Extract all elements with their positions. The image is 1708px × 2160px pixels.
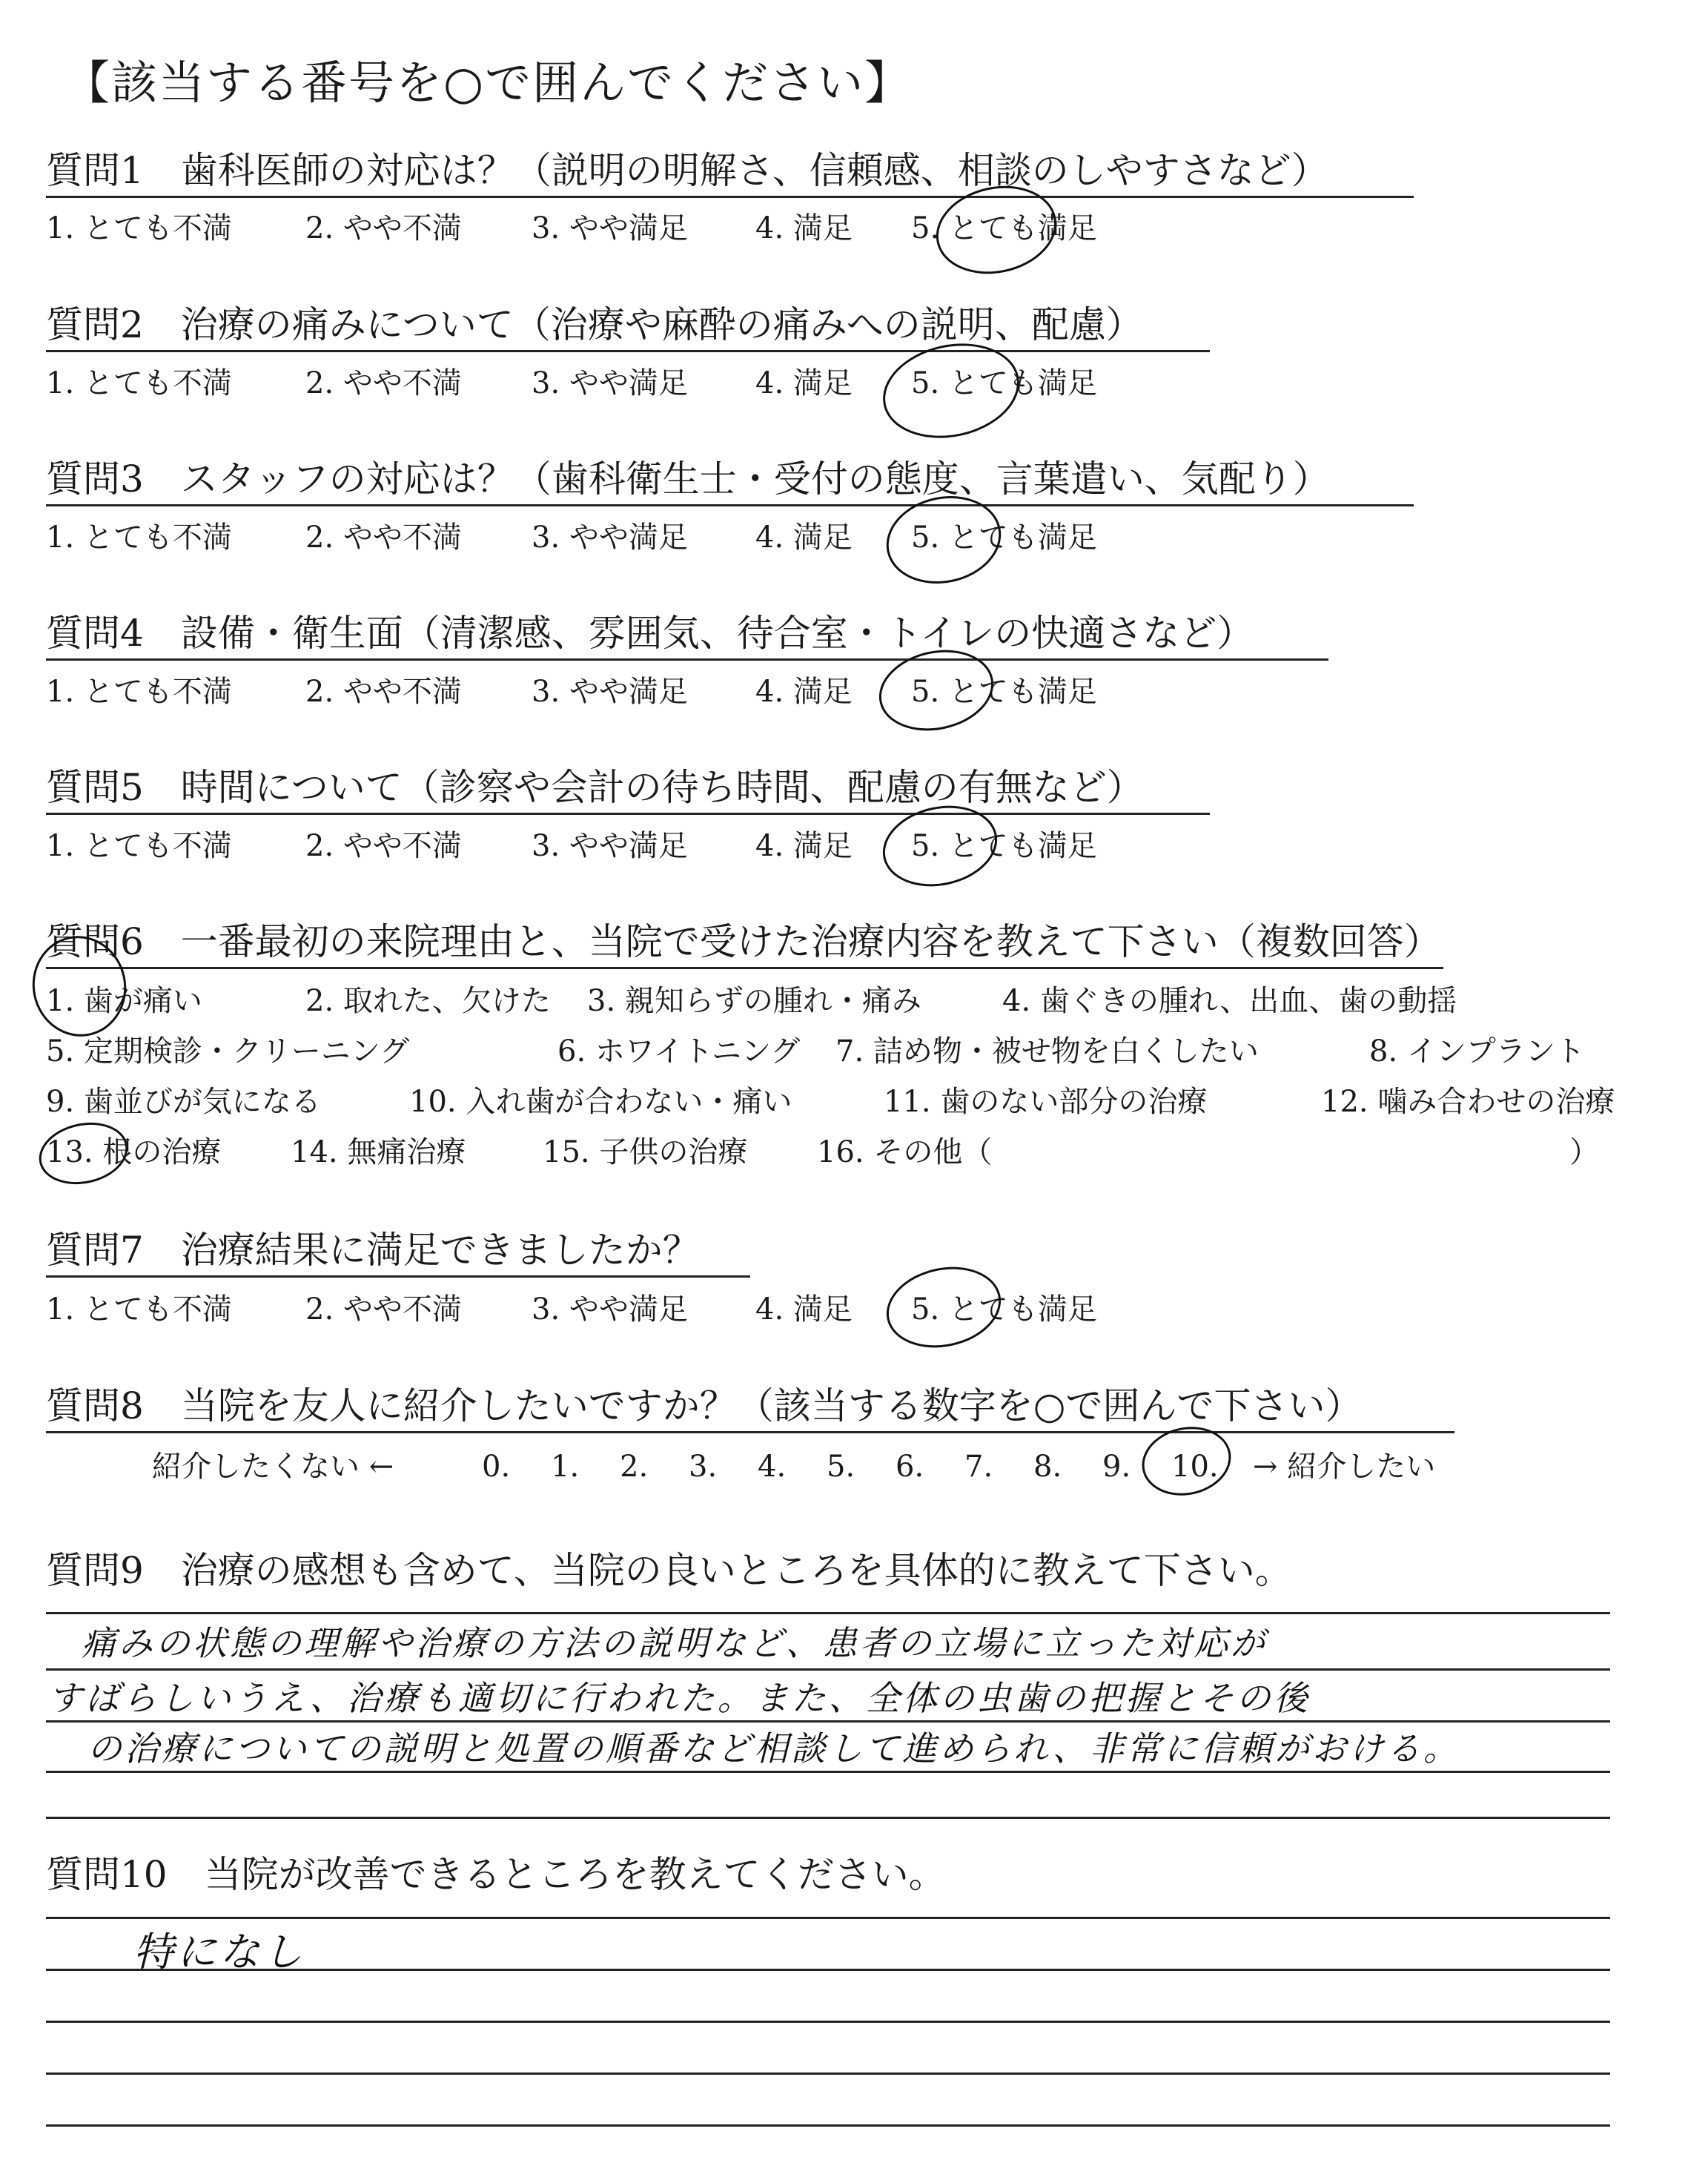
q8-number-10[interactable]: 10. (1171, 1450, 1219, 1484)
q6-option-7[interactable]: 7. 詰め物・被せ物を白くしたい (835, 1034, 1259, 1069)
q8-right-label: → 紹介したい (1253, 1450, 1436, 1484)
selection-circle-q6-option-13 (33, 1114, 133, 1192)
q6-option-9[interactable]: 9. 歯並びが気になる (46, 1085, 321, 1119)
question-10-label: 質問10 当院が改善できるところを教えてください。 (46, 1853, 946, 1896)
q5-option-5[interactable]: 5. とても満足 (911, 829, 1097, 863)
question-6-row-2 (46, 1033, 1585, 1070)
q9-answer-line-3[interactable]: の治療についての説明と処置の順番など相談して進められ、非常に信頼がおける。 (87, 1728, 1460, 1768)
question-6-row-1 (46, 982, 1457, 1020)
q10-answer[interactable]: 特になし (133, 1929, 305, 1975)
answer-line (46, 2073, 1610, 2075)
question-6-row-4 (46, 1134, 1599, 1171)
q3-option-2[interactable]: 2. やや不満 (305, 521, 462, 555)
q6-option-10[interactable]: 10. 入れ歯が合わない・痛い (409, 1085, 792, 1119)
question-2-label: 質問2 治療の痛みについて（治療や麻酔の痛みへの説明、配慮） (46, 303, 1210, 352)
q9-answer-line-1[interactable]: 痛みの状態の理解や治療の方法の説明など、患者の立場に立った対応が (82, 1623, 1268, 1663)
q1-option-5[interactable]: 5. とても満足 (911, 211, 1097, 245)
question-8-scale (152, 1448, 1435, 1485)
question-4-label: 質問4 設備・衛生面（清潔感、雰囲気、待合室・トイレの快適さなど） (46, 611, 1328, 661)
q6-option-4[interactable]: 4. 歯ぐきの腫れ、出血、歯の動揺 (1002, 984, 1457, 1018)
q1-option-2[interactable]: 2. やや不満 (305, 211, 462, 245)
q7-option-2[interactable]: 2. やや不満 (305, 1292, 462, 1327)
q8-number-8[interactable]: 8. (1033, 1450, 1062, 1484)
q5-option-3[interactable]: 3. やや満足 (532, 829, 688, 863)
q8-number-4[interactable]: 4. (758, 1450, 787, 1484)
q5-option-4[interactable]: 4. 満足 (755, 829, 853, 863)
answer-line (46, 1817, 1610, 1819)
q1-option-4[interactable]: 4. 満足 (755, 211, 853, 245)
q8-number-2[interactable]: 2. (620, 1450, 649, 1484)
question-5-label: 質問5 時間について（診察や会計の待ち時間、配慮の有無など） (46, 765, 1210, 815)
q3-option-4[interactable]: 4. 満足 (755, 521, 853, 555)
q8-number-5[interactable]: 5. (827, 1450, 855, 1484)
q5-option-1[interactable]: 1. とても不満 (46, 829, 232, 863)
q2-option-3[interactable]: 3. やや満足 (532, 366, 688, 400)
q6-option-13[interactable]: 13. 根の治療 (46, 1135, 222, 1169)
q6-option-1[interactable]: 1. 歯が痛い (46, 984, 202, 1018)
question-7-label: 質問7 治療結果に満足できましたか？ (46, 1228, 750, 1278)
q8-number-9[interactable]: 9. (1102, 1450, 1131, 1484)
answer-line (46, 1917, 1610, 1919)
q1-option-1[interactable]: 1. とても不満 (46, 211, 232, 245)
question-8-label: 質問8 当院を友人に紹介したいですか？（該当する数字を○で囲んで下さい） (46, 1384, 1454, 1433)
question-9-label: 質問9 治療の感想も含めて、当院の良いところを具体的に教えて下さい。 (46, 1549, 1292, 1592)
q2-option-2[interactable]: 2. やや不満 (305, 366, 462, 400)
q7-option-5[interactable]: 5. とても満足 (911, 1292, 1097, 1327)
q6-option-6[interactable]: 6. ホワイトニング (557, 1034, 801, 1069)
answer-line (46, 2021, 1610, 2023)
q8-number-3[interactable]: 3. (689, 1450, 718, 1484)
q6-option-15[interactable]: 15. 子供の治療 (543, 1135, 748, 1169)
q3-option-1[interactable]: 1. とても不満 (46, 521, 232, 555)
q7-option-4[interactable]: 4. 満足 (755, 1292, 853, 1327)
q6-option-5[interactable]: 5. 定期検診・クリーニング (46, 1034, 410, 1069)
question-1-label: 質問1 歯科医師の対応は？（説明の明解さ、信頼感、相談のしやすさなど） (46, 148, 1414, 198)
q1-option-3[interactable]: 3. やや満足 (532, 211, 688, 245)
answer-line (46, 1612, 1610, 1614)
q4-option-5[interactable]: 5. とても満足 (911, 675, 1097, 709)
q4-option-1[interactable]: 1. とても不満 (46, 675, 232, 709)
q6-option-3[interactable]: 3. 親知らずの腫れ・痛み (587, 984, 921, 1018)
question-6-row-3 (46, 1083, 1615, 1120)
q4-option-3[interactable]: 3. やや満足 (532, 675, 688, 709)
q9-answer-line-2[interactable]: すばらしいうえ、治療も適切に行われた。また、全体の虫歯の把握とその後 (48, 1678, 1311, 1718)
question-6-label: 質問6 一番最初の来院理由と、当院で受けた治療内容を教えて下さい（複数回答） (46, 919, 1443, 969)
q6-option-12[interactable]: 12. 噛み合わせの治療 (1321, 1085, 1615, 1119)
selection-circle-q7 (879, 1257, 1009, 1358)
q6-option-8[interactable]: 8. インプラント (1369, 1034, 1585, 1069)
q4-option-2[interactable]: 2. やや不満 (305, 675, 462, 709)
q8-left-label: 紹介したくない ← (152, 1450, 394, 1484)
q3-option-3[interactable]: 3. やや満足 (532, 521, 688, 555)
answer-line (46, 1771, 1610, 1773)
q3-option-5[interactable]: 5. とても満足 (911, 521, 1097, 555)
q4-option-4[interactable]: 4. 満足 (755, 675, 853, 709)
q8-number-1[interactable]: 1. (551, 1450, 580, 1484)
q5-option-2[interactable]: 2. やや不満 (305, 829, 462, 863)
q2-option-4[interactable]: 4. 満足 (755, 366, 853, 400)
q6-other-close: ） (1569, 1135, 1599, 1169)
q6-option-16[interactable]: 16. その他（ (817, 1135, 993, 1169)
q6-option-11[interactable]: 11. 歯のない部分の治療 (884, 1085, 1208, 1119)
answer-line (46, 2124, 1610, 2127)
q2-option-5[interactable]: 5. とても満足 (911, 366, 1097, 400)
answer-line (46, 1668, 1610, 1671)
q7-option-3[interactable]: 3. やや満足 (532, 1292, 688, 1327)
q6-option-14[interactable]: 14. 無痛治療 (291, 1135, 466, 1169)
page-title: 【該当する番号を○で囲んでください】 (64, 56, 913, 110)
q6-option-2[interactable]: 2. 取れた、欠けた (305, 984, 551, 1018)
q7-option-1[interactable]: 1. とても不満 (46, 1292, 232, 1327)
q2-option-1[interactable]: 1. とても不満 (46, 366, 232, 400)
question-3-label: 質問3 スタッフの対応は？（歯科衛生士・受付の態度、言葉遣い、気配り） (46, 457, 1414, 506)
q8-number-7[interactable]: 7. (964, 1450, 993, 1484)
q8-number-6[interactable]: 6. (896, 1450, 924, 1484)
q8-number-0[interactable]: 0. (482, 1450, 511, 1484)
